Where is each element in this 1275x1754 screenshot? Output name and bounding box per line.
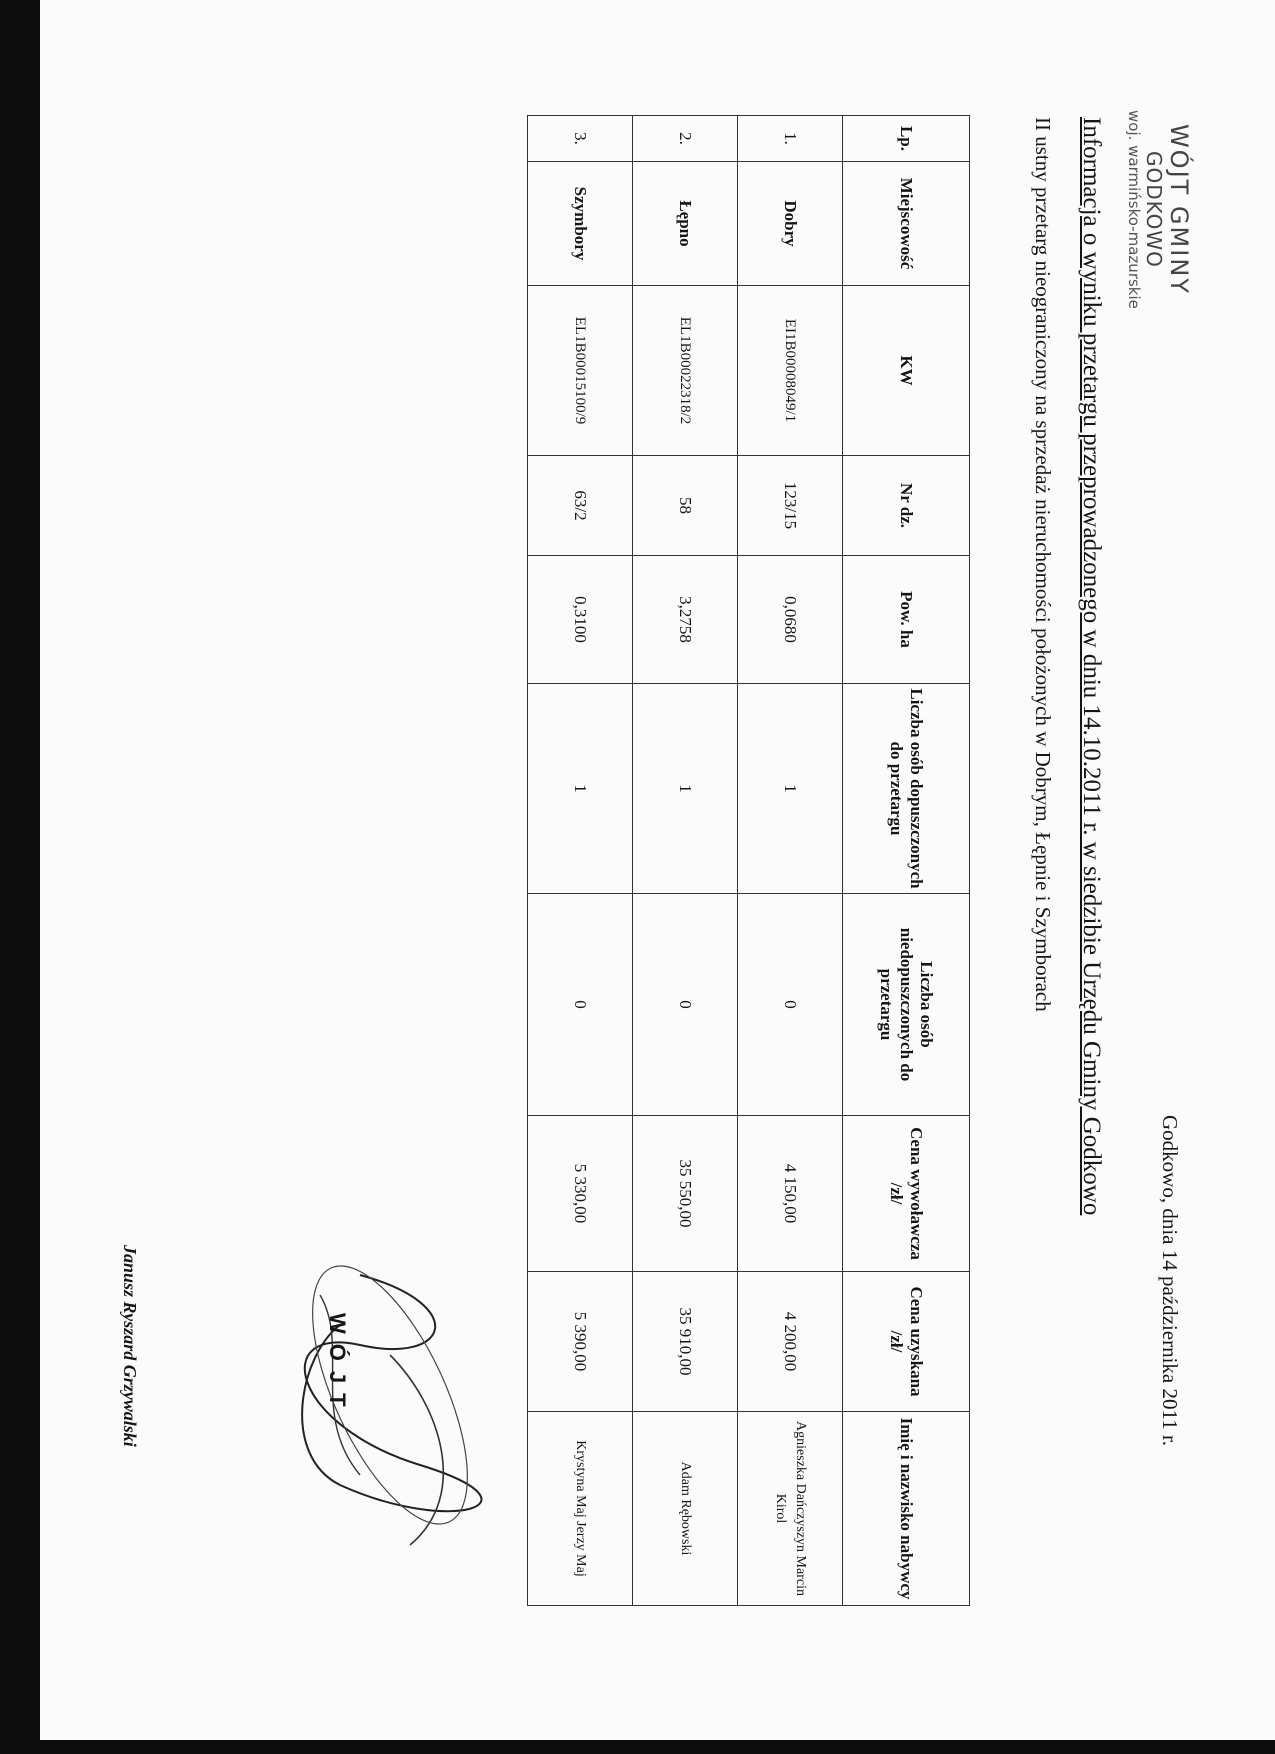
col-header-area: Pow. ha <box>843 556 970 684</box>
cell-plot: 123/15 <box>738 456 843 556</box>
auction-results-table <box>527 115 970 1606</box>
cell-buyer: Adam Rębowski <box>633 1412 738 1606</box>
letterhead <box>1124 110 1192 309</box>
cell-buyer: Krystyna Maj Jerzy Maj <box>528 1412 633 1606</box>
cell-starting-price: 35 550,00 <box>633 1116 738 1272</box>
letterhead-region: woj. warmińsko-mazurskie <box>1125 110 1143 309</box>
letterhead-subtitle: GODKOWO <box>1142 150 1166 268</box>
cell-kw: EL1B00022318/2 <box>633 286 738 456</box>
col-header-place: Miejscowość <box>843 162 970 286</box>
cell-not-admitted: 0 <box>528 894 633 1116</box>
table-row <box>528 116 633 1606</box>
cell-area: 3,2758 <box>633 556 738 684</box>
cell-admitted: 1 <box>738 684 843 894</box>
col-header-final-price: Cena uzyskana /zł/ <box>843 1272 970 1412</box>
cell-not-admitted: 0 <box>738 894 843 1116</box>
cell-lp: 3. <box>528 116 633 162</box>
cell-not-admitted: 0 <box>633 894 738 1116</box>
cell-final-price: 4 200,00 <box>738 1272 843 1412</box>
col-header-admitted: Liczba osób dopuszczonych do przetargu <box>843 684 970 894</box>
col-header-starting-price: Cena wywoławcza /zł/ <box>843 1116 970 1272</box>
cell-final-price: 35 910,00 <box>633 1272 738 1412</box>
scan-border-bottom <box>0 1740 1275 1754</box>
cell-place: Dobry <box>738 162 843 286</box>
col-header-kw: KW <box>843 286 970 456</box>
cell-area: 0,0680 <box>738 556 843 684</box>
cell-plot: 58 <box>633 456 738 556</box>
scan-border-left <box>0 0 40 1754</box>
col-header-plot: Nr dz. <box>843 456 970 556</box>
signature-block <box>120 1235 510 1565</box>
letterhead-title: WÓJT GMINY <box>1165 123 1193 295</box>
cell-starting-price: 5 330,00 <box>528 1116 633 1272</box>
date-line: Godkowo, dnia 14 października 2011 r. <box>1158 1115 1182 1447</box>
office-stamp: WÓJT <box>325 1313 350 1417</box>
signatory-name: Janusz Ryszard Grzywalski <box>120 1245 140 1447</box>
cell-lp: 1. <box>738 116 843 162</box>
cell-lp: 2. <box>633 116 738 162</box>
table-row <box>633 116 738 1606</box>
cell-admitted: 1 <box>633 684 738 894</box>
cell-buyer: Agnieszka Dańczyszyn Marcin Kirol <box>738 1412 843 1606</box>
col-header-lp: Lp. <box>843 116 970 162</box>
cell-place: Szymbory <box>528 162 633 286</box>
table-header-row <box>843 116 970 1606</box>
cell-kw: EI1B00008049/1 <box>738 286 843 456</box>
cell-place: Łępno <box>633 162 738 286</box>
table-row <box>738 116 843 1606</box>
cell-kw: EL1B00015100/9 <box>528 286 633 456</box>
cell-admitted: 1 <box>528 684 633 894</box>
document-page <box>60 75 1210 1695</box>
cell-starting-price: 4 150,00 <box>738 1116 843 1272</box>
cell-plot: 63/2 <box>528 456 633 556</box>
cell-area: 0,3100 <box>528 556 633 684</box>
signature-scrawl-icon <box>270 1235 510 1565</box>
cell-final-price: 5 390,00 <box>528 1272 633 1412</box>
document-title: Informacja o wyniku przetargu przeprowadzonego w dniu 14.10.2011 r. w siedzibie Urzędu Gminy Godkowo <box>1078 117 1105 1216</box>
col-header-not-admitted: Liczba osób niedopuszczonych do przetargu <box>843 894 970 1116</box>
intro-text: II ustny przetarg nieograniczony na sprzedaż nieruchomości położonych w Dobrym, Łępnie i Szymborach <box>1031 117 1055 1012</box>
col-header-buyer: Imię i nazwisko nabywcy <box>843 1412 970 1606</box>
